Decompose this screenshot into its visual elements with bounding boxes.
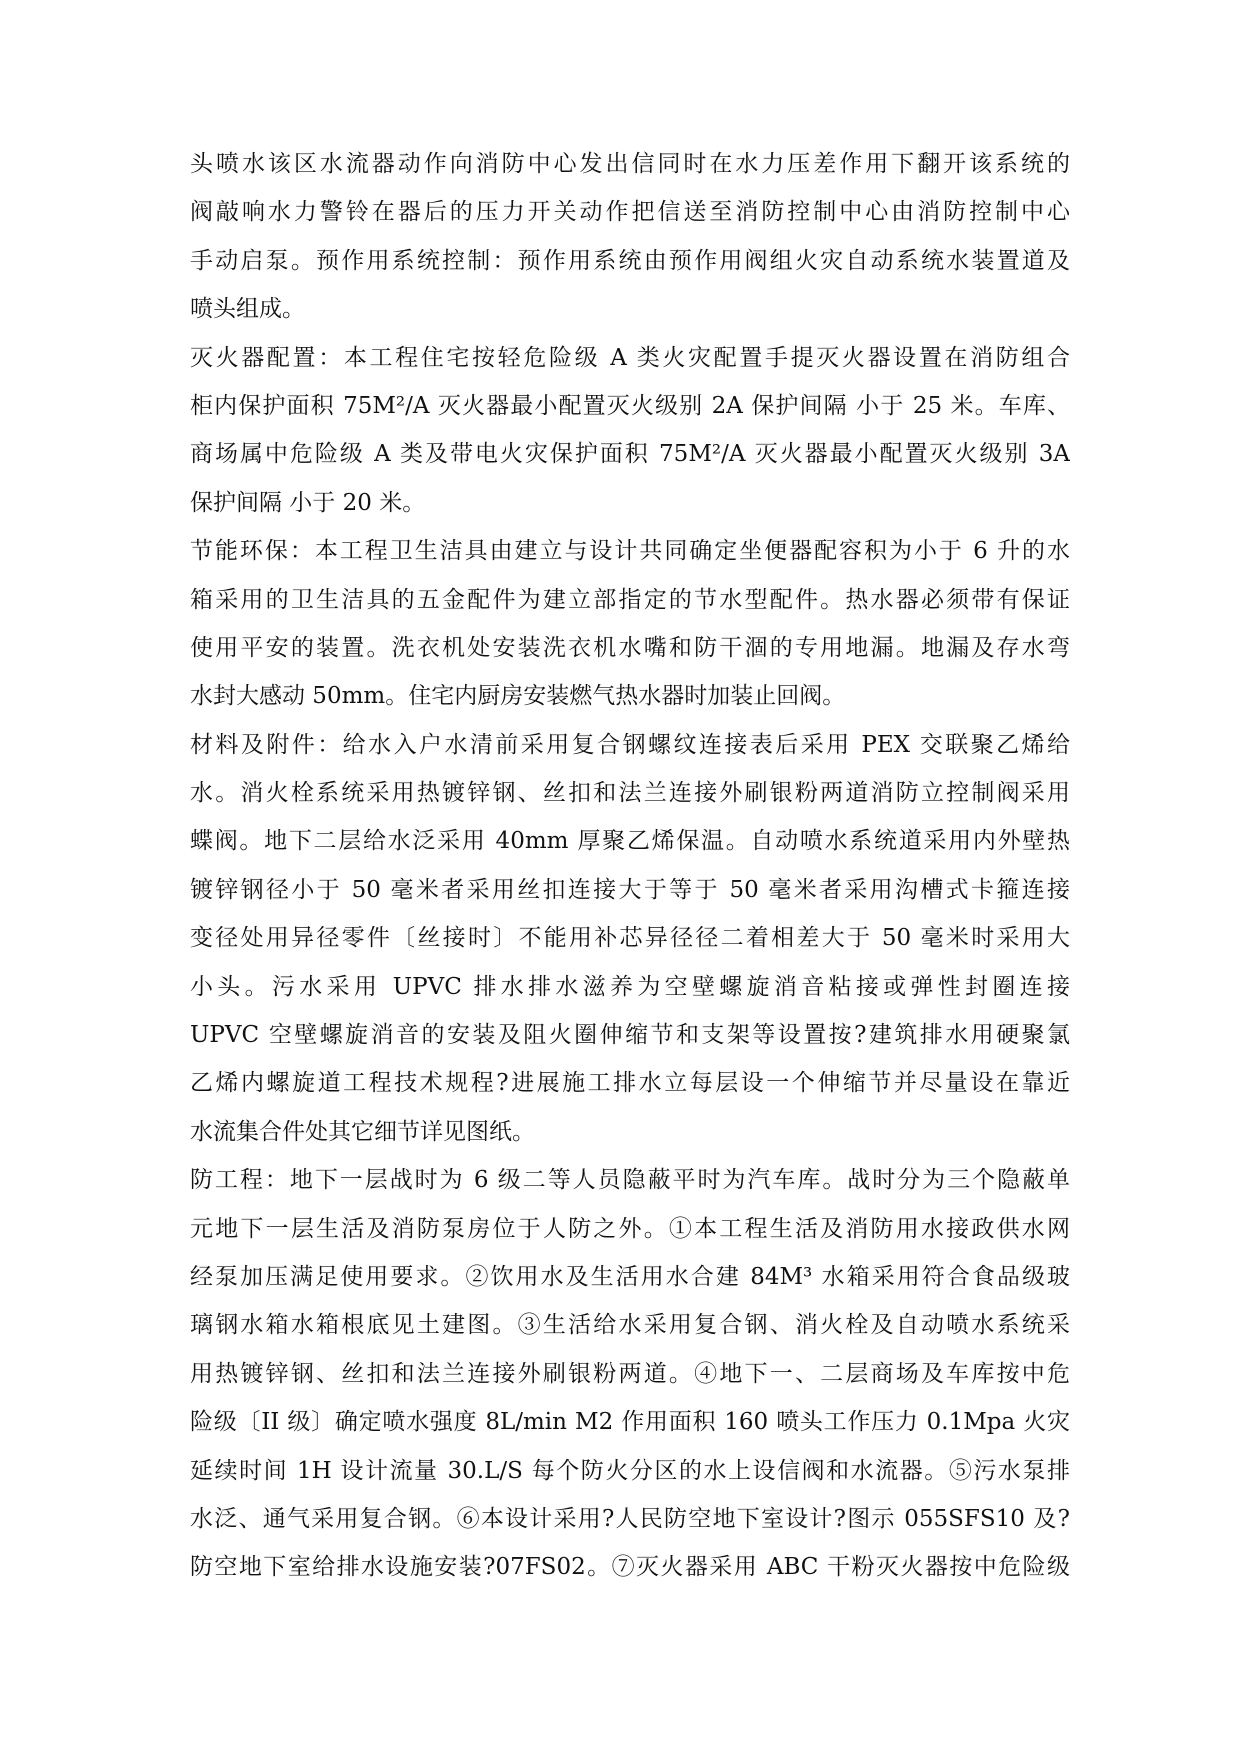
text-line: 延续时间 1H 设计流量 30.L/S 每个防火分区的水上设信阀和水流器。⑤污水泵排 [190,1457,1070,1484]
text-line: 元地下一层生活及消防泵房位于人防之外。①本工程生活及消防用水接政供水网 [190,1215,1070,1242]
text-line: 箱采用的卫生洁具的五金配件为建立部指定的节水型配件。热水器必须带有保证 [190,586,1070,613]
text-line: 手动启泵。预作用系统控制：预作用系统由预作用阀组火灾自动系统水装置道及 [190,247,1070,274]
text-line: 灭火器配置：本工程住宅按轻危险级 A 类火灾配置手提灭火器设置在消防组合 [190,344,1070,371]
text-line: 险级〔II 级〕确定喷水强度 8L/min M2 作用面积 160 喷头工作压力 0.1Mpa 火灾 [190,1409,1070,1436]
text-line: 柜内保护面积 75M²/A 灭火器最小配置灭火级别 2A 保护间隔 小于 25 米。车库、 [190,392,1070,419]
text-line: 水。消火栓系统采用热镀锌钢、丝扣和法兰连接外刷银粉两道消防立控制阀采用 [190,780,1070,807]
text-line: 水流集合件处其它细节详见图纸。 [190,1118,535,1145]
text-line: 璃钢水箱水箱根底见土建图。③生活给水采用复合钢、消火栓及自动喷水系统采 [190,1312,1070,1339]
text-line: 水泛、通气采用复合钢。⑥本设计采用?人民防空地下室设计?图示 055SFS10 及? [190,1505,1070,1532]
body-text [190,140,1070,1592]
text-line: 节能环保：本工程卫生洁具由建立与设计共同确定坐便器配容积为小于 6 升的水 [190,538,1070,565]
text-line: 保护间隔 小于 20 米。 [190,489,426,516]
text-line: 使用平安的装置。洗衣机处安装洗衣机水嘴和防干涸的专用地漏。地漏及存水弯 [190,634,1070,661]
text-line: 商场属中危险级 A 类及带电火灾保护面积 75M²/A 灭火器最小配置灭火级别 3A [190,441,1070,468]
text-line: UPVC 空壁螺旋消音的安装及阻火圈伸缩节和支架等设置按?建筑排水用硬聚氯 [190,1022,1070,1049]
text-line: 防工程：地下一层战时为 6 级二等人员隐蔽平时为汽车库。战时分为三个隐蔽单 [190,1167,1070,1194]
text-line: 喷头组成。 [190,296,305,323]
text-line: 蝶阀。地下二层给水泛采用 40mm 厚聚乙烯保温。自动喷水系统道采用内外壁热 [190,828,1070,855]
text-line: 镀锌钢径小于 50 毫米者采用丝扣连接大于等于 50 毫米者采用沟槽式卡箍连接 [190,876,1070,903]
text-line: 水封大感动 50mm。住宅内厨房安装燃气热水器时加装止回阀。 [190,683,846,710]
text-line: 小头。污水采用 UPVC 排水排水滋养为空壁螺旋消音粘接或弹性封圈连接 [190,973,1070,1000]
text-line: 阀敲响水力警铃在器后的压力开关动作把信送至消防控制中心由消防控制中心 [190,199,1070,226]
text-line: 用热镀锌钢、丝扣和法兰连接外刷银粉两道。④地下一、二层商场及车库按中危 [190,1360,1070,1387]
text-line: 变径处用异径零件〔丝接时〕不能用补芯异径径二着相差大于 50 毫米时采用大 [190,925,1070,952]
text-line: 经泵加压满足使用要求。②饮用水及生活用水合建 84M³ 水箱采用符合食品级玻 [190,1263,1070,1290]
text-line: 防空地下室给排水设施安装?07FS02。⑦灭火器采用 ABC 干粉灭火器按中危险级 [190,1554,1070,1581]
text-line: 乙烯内螺旋道工程技术规程?进展施工排水立每层设一个伸缩节并尽量设在靠近 [190,1070,1070,1097]
text-line: 头喷水该区水流器动作向消防中心发出信同时在水力压差作用下翻开该系统的 [190,151,1070,177]
text-line: 材料及附件：给水入户水清前采用复合钢螺纹连接表后采用 PEX 交联聚乙烯给 [190,731,1070,758]
